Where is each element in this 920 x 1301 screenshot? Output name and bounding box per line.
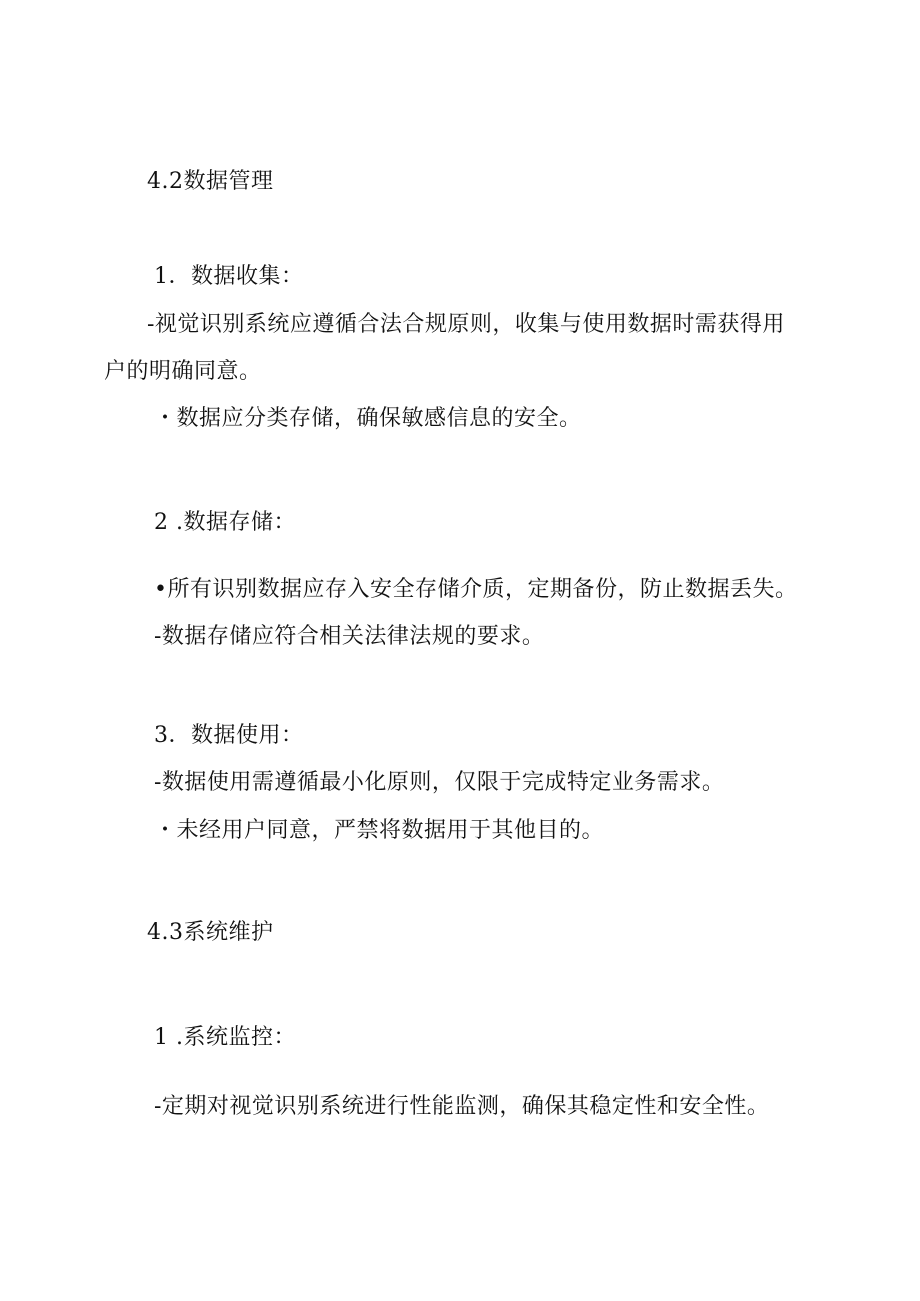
item-title-data-usage: 3．数据使用：: [154, 723, 304, 748]
item-title-system-monitoring: 1 .系统监控：: [154, 1025, 296, 1050]
paragraph-line: ・数据应分类存储，确保敏感信息的安全。: [154, 406, 582, 431]
section-heading-system-maintenance: 4.3系统维护: [147, 920, 274, 945]
paragraph-line: ・未经用户同意，严禁将数据用于其他目的。: [154, 818, 605, 843]
item-title-data-storage: 2 .数据存储：: [154, 510, 296, 535]
paragraph-line: -数据使用需遵循最小化原则，仅限于完成特定业务需求。: [154, 770, 725, 795]
section-heading-data-management: 4.2数据管理: [147, 169, 274, 194]
paragraph-line: -视觉识别系统应遵循合法合规原则，收集与使用数据时需获得用: [147, 312, 785, 337]
paragraph-line: -定期对视觉识别系统进行性能监测，确保其稳定性和安全性。: [154, 1094, 770, 1119]
paragraph-line: 户的明确同意。: [104, 359, 262, 384]
item-title-data-collection: 1．数据收集：: [154, 264, 304, 289]
paragraph-line: -数据存储应符合相关法律法规的要求。: [154, 624, 545, 649]
paragraph-line: •所有识别数据应存入安全存储介质，定期备份，防止数据丢失。: [154, 577, 798, 602]
